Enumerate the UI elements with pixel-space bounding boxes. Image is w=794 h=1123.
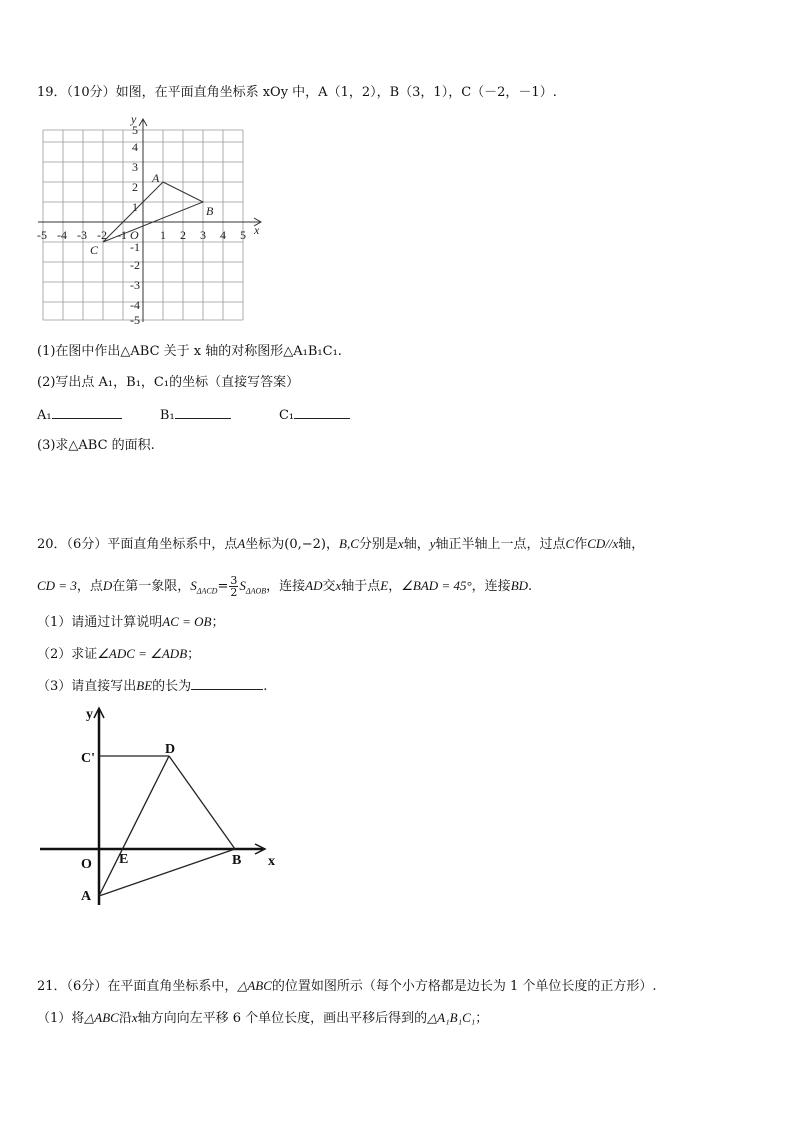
math: A xyxy=(237,536,246,551)
text: ； xyxy=(211,615,225,630)
point-e-label: E xyxy=(119,852,129,867)
q19-coordinate-grid xyxy=(30,114,270,324)
math: S xyxy=(239,578,246,593)
y-tick: 5 xyxy=(132,123,138,137)
denominator: 2 xyxy=(230,586,238,599)
answer-c1-label: C₁ xyxy=(278,408,295,423)
text: 轴于点 xyxy=(341,579,381,594)
origin-label: O xyxy=(81,857,92,872)
q19-part1: (1)在图中作出△ABC 关于 x 轴的对称图形△A₁B₁C₁. xyxy=(37,344,342,359)
point-a-label: A xyxy=(81,889,92,904)
text: . xyxy=(263,679,268,694)
q21-line2 xyxy=(37,1009,488,1028)
point-c-label: C' xyxy=(81,751,95,766)
answer-b1-blank[interactable] xyxy=(175,406,231,419)
math: △ABC xyxy=(237,978,272,993)
text: （1）将 xyxy=(37,1011,85,1026)
point-d-label: D xyxy=(165,742,176,757)
y-tick: -2 xyxy=(130,258,140,272)
x-tick: -4 xyxy=(57,228,67,242)
y-tick: 2 xyxy=(132,180,138,194)
fraction xyxy=(229,575,238,598)
x-tick: 1 xyxy=(160,228,166,242)
y-tick: -3 xyxy=(130,278,140,292)
x-tick: 5 xyxy=(240,228,246,242)
text: ， xyxy=(388,579,402,594)
text: （3）请直接写出 xyxy=(37,679,137,694)
x-axis-label: x xyxy=(254,223,260,237)
math: CD//x xyxy=(587,536,619,551)
answer-a1-blank[interactable] xyxy=(52,406,122,419)
text: ，点 xyxy=(76,579,103,594)
origin-label: O xyxy=(130,228,139,242)
x-axis-label: x xyxy=(268,854,275,869)
x-tick: 2 xyxy=(180,228,186,242)
answer-be-blank[interactable] xyxy=(191,677,263,690)
math: y xyxy=(429,536,436,551)
text: （1）请通过计算说明 xyxy=(37,615,163,630)
math: = xyxy=(217,579,229,594)
math: D xyxy=(102,578,113,593)
math: BD xyxy=(510,578,529,593)
x-tick: 3 xyxy=(200,228,206,242)
segment-db xyxy=(169,756,235,849)
math: S xyxy=(190,578,197,593)
q20-part3 xyxy=(37,677,267,696)
q19-part3: (3)求△ABC 的面积. xyxy=(37,438,155,453)
y-tick: -1 xyxy=(130,240,140,254)
answer-a1-label: A₁ xyxy=(37,408,52,423)
math: ∠BAD = 45° xyxy=(401,578,472,593)
q19-part2: (2)写出点 A₁，B₁，C₁的坐标（直接写答案） xyxy=(37,375,300,390)
y-tick: -5 xyxy=(130,313,140,324)
text: 轴， xyxy=(403,537,430,552)
q20-line2 xyxy=(37,574,532,604)
numerator: 3 xyxy=(230,574,238,587)
text: （2）求证 xyxy=(37,647,98,662)
y-tick: 1 xyxy=(132,200,138,214)
text: 的长为 xyxy=(152,679,192,694)
x-tick: -3 xyxy=(77,228,87,242)
math: (0,−2) xyxy=(284,537,327,552)
y-axis-label: y xyxy=(131,114,137,126)
q20-part2 xyxy=(37,645,200,664)
y-tick: 4 xyxy=(132,140,138,154)
point-b-label: B xyxy=(232,853,242,868)
x-tick: -5 xyxy=(37,228,47,242)
y-axis-label: y xyxy=(86,707,93,722)
x-tick: 4 xyxy=(220,228,226,242)
text: ； xyxy=(475,1011,489,1026)
math: ΔAOB xyxy=(245,586,267,596)
text: 交 xyxy=(322,579,336,594)
text: 轴正半轴上一点，过点 xyxy=(435,537,566,552)
math: C xyxy=(565,536,575,551)
math: AD xyxy=(305,578,323,593)
text: 分别是 xyxy=(358,537,398,552)
text: 轴方向向左平移 6 个单位长度，画出平移后得到的 xyxy=(137,1011,428,1026)
math: CD = 3 xyxy=(37,578,77,593)
point-c-label: C xyxy=(90,243,99,257)
text: ， xyxy=(326,537,340,552)
text: ，连接 xyxy=(266,579,306,594)
text: ，连接 xyxy=(471,579,511,594)
text: 20．（6分）平面直角坐标系中，点 xyxy=(37,537,238,552)
point-b-label: B xyxy=(206,204,214,218)
q20-part1 xyxy=(37,613,225,632)
q19-header: 19．（10分）如图，在平面直角坐标系 xOy 中，A（1，2），B（3，1），C（－2，－1）. xyxy=(37,85,557,100)
x-tick: -2 xyxy=(97,228,107,242)
math: x xyxy=(131,1010,138,1025)
answer-c1-blank[interactable] xyxy=(294,406,350,419)
text: 沿 xyxy=(118,1011,132,1026)
math: x xyxy=(397,536,404,551)
text: . xyxy=(528,579,533,594)
y-tick: 3 xyxy=(132,160,138,174)
math: ∠ADC = ∠ADB xyxy=(97,646,188,661)
text: 作 xyxy=(574,537,588,552)
q20-line1 xyxy=(37,535,644,554)
q21-line1 xyxy=(37,977,657,996)
math: x xyxy=(335,578,342,593)
math: △ABC xyxy=(84,1010,119,1025)
text: 在第一象限， xyxy=(112,579,191,594)
q20-figure xyxy=(35,700,295,910)
math: △A₁B₁C₁ xyxy=(427,1010,476,1025)
text: 21．（6分）在平面直角坐标系中， xyxy=(37,979,238,994)
text: 轴， xyxy=(618,537,645,552)
x-tick: -1 xyxy=(117,228,127,242)
math: B,C xyxy=(339,536,359,551)
math: ΔACD xyxy=(196,586,218,596)
answer-b1-label: B₁ xyxy=(159,408,175,423)
point-a-label: A xyxy=(152,171,160,185)
text: 的位置如图所示（每个小方格都是边长为 1 个单位长度的正方形）. xyxy=(271,979,657,994)
y-tick: -4 xyxy=(130,298,140,312)
q19-answer-row xyxy=(37,406,350,425)
math: E xyxy=(380,578,389,593)
math: BE xyxy=(136,678,153,693)
math: AC = OB xyxy=(162,614,212,629)
text: 坐标为 xyxy=(245,537,285,552)
text: ； xyxy=(187,647,201,662)
